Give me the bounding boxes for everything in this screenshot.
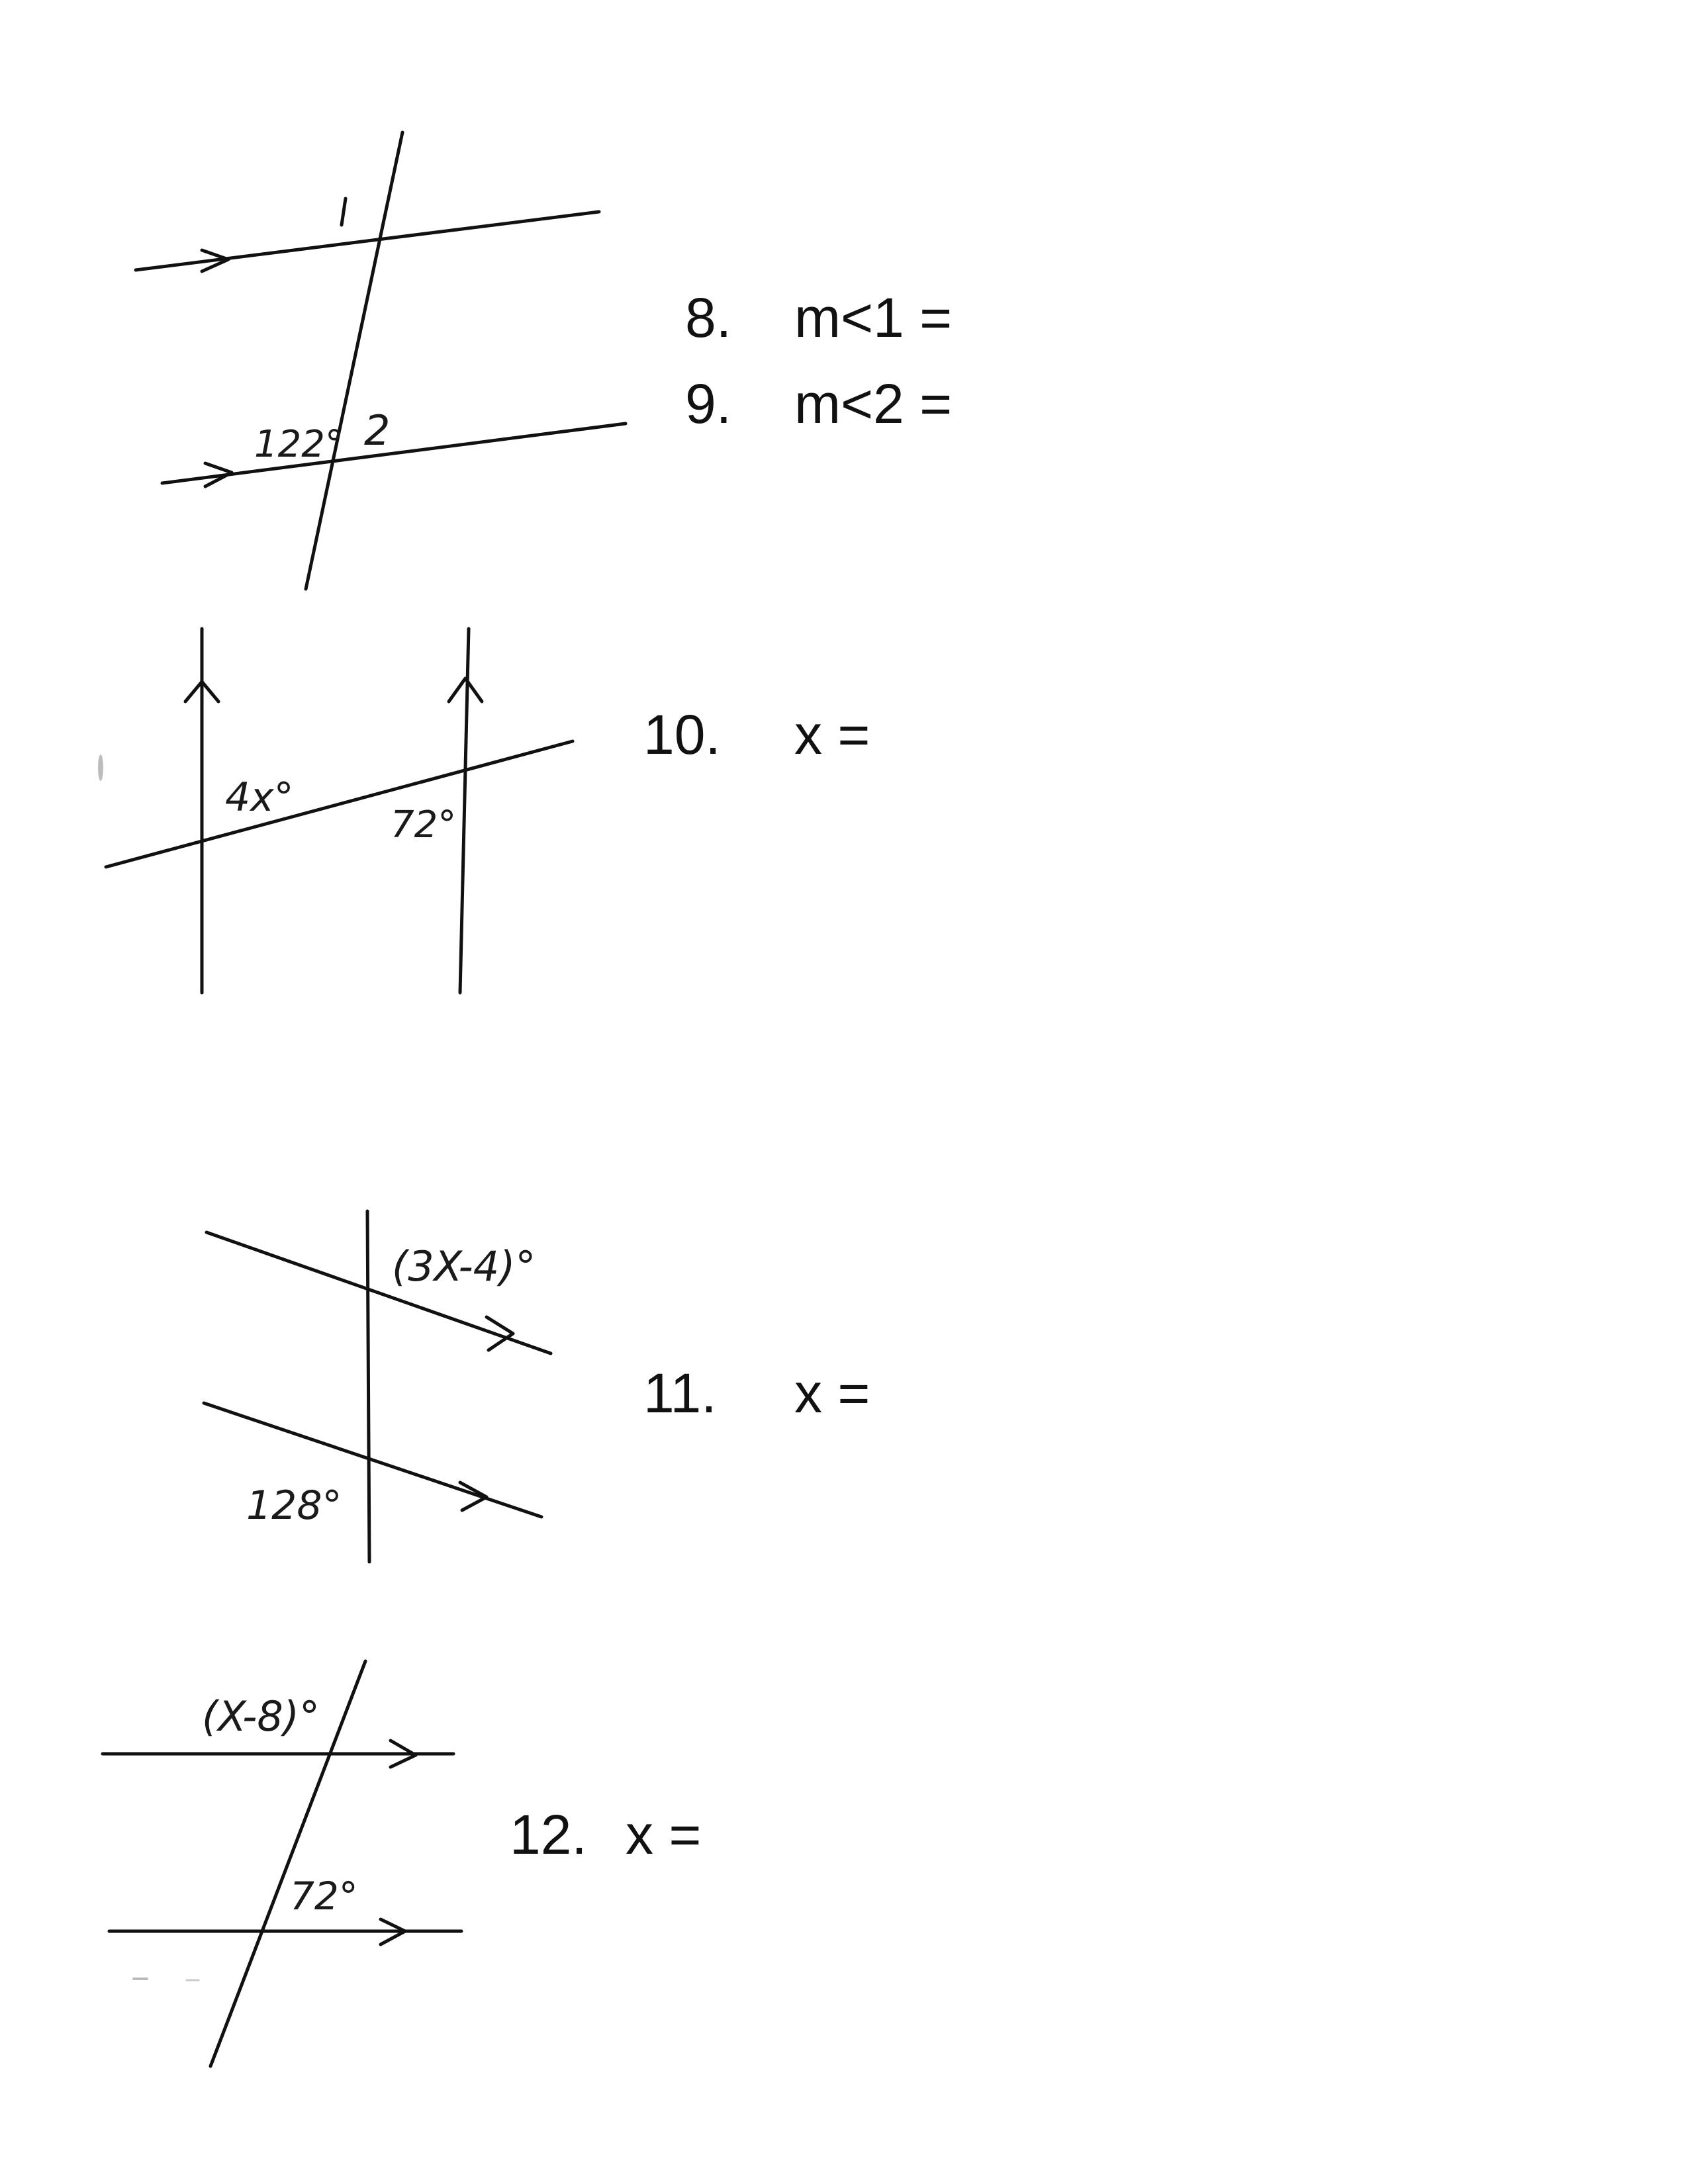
angle-122-label: 122° [254, 423, 344, 466]
angle-72-label: 72° [391, 803, 457, 846]
question-expression: m<1 = [794, 287, 953, 349]
question-expression: x = [626, 1803, 702, 1866]
angle-4x-label: 4x° [225, 774, 294, 821]
angle-128-label: 128° [246, 1482, 342, 1529]
question-12 [510, 1803, 702, 1866]
question-number: 8. [685, 287, 732, 349]
question-expression: m<2 = [794, 373, 953, 435]
question-10 [643, 704, 870, 766]
angle-1-label: 1 [331, 190, 357, 238]
question-8 [685, 287, 953, 349]
question-11 [643, 1362, 870, 1424]
angle-3x-minus-4-label: (3X-4)° [392, 1242, 536, 1291]
angle-2-label: 2 [364, 406, 391, 455]
question-number: 11. [643, 1362, 717, 1424]
question-number: 9. [685, 373, 732, 435]
question-expression: x = [794, 704, 870, 766]
angle-x-minus-8-label: (X-8)° [202, 1692, 320, 1741]
angle-72-label: 72° [290, 1874, 358, 1919]
question-expression: x = [794, 1362, 870, 1424]
question-number: 12. [510, 1803, 587, 1866]
question-9 [685, 373, 953, 435]
question-number: 10. [643, 704, 721, 766]
